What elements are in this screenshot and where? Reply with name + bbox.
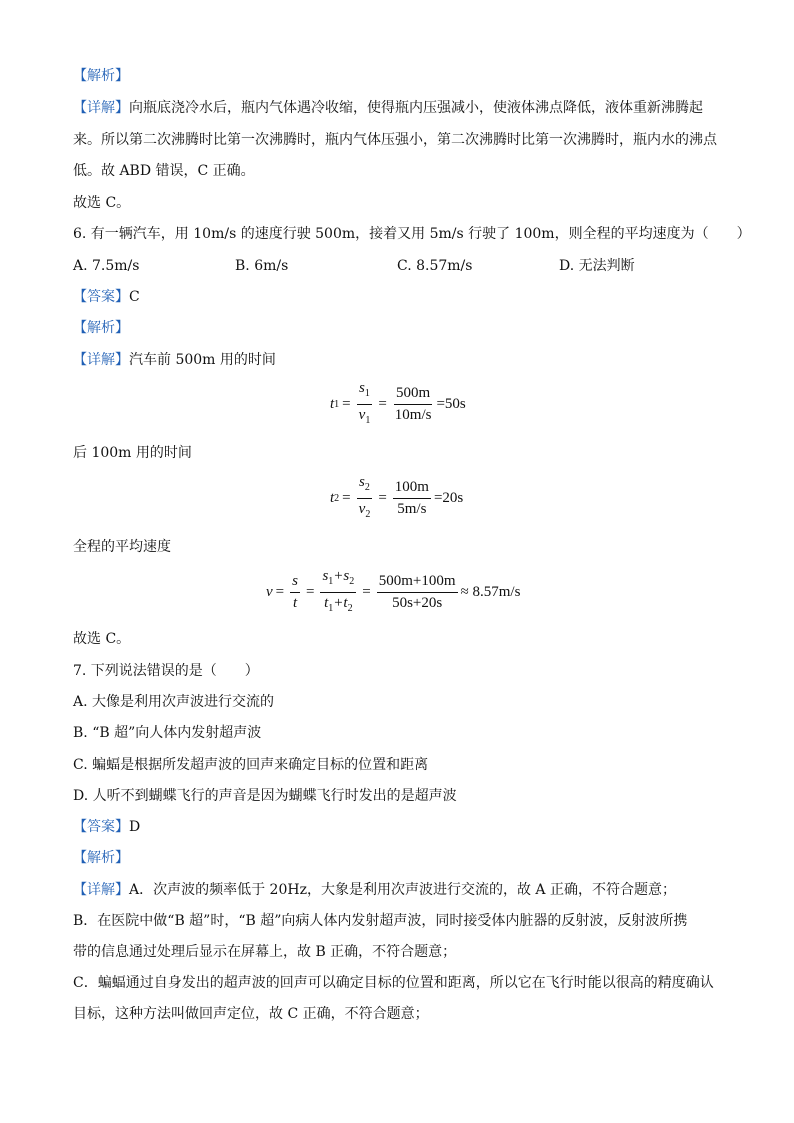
formula-time-1: t 1 = $\frac{s_1}{v_1}$ = $\frac{500m}{10m/s}$ =50s <box>330 380 466 426</box>
formula-average-speed: v = $\frac{s}{t}$ = $\frac{s_1+s_2}{t_1+t_2}$ = $\frac{500m+100m}{50s+20s}$ ≈ 8.57m/s <box>266 568 521 614</box>
option-c: C. 8.57m/s <box>397 258 473 274</box>
detail-paragraph-line: 低。故 ABD 错误，C 正确。 <box>73 163 255 179</box>
conclusion-text: 故选 C。 <box>73 631 131 647</box>
detail-tag: 【详解】 <box>73 100 129 116</box>
option-a: A. 7.5m/s <box>73 258 140 274</box>
formula-time-2: t 2 = $\frac{s_2}{v_2}$ = $\frac{100m}{5m/s}$ =20s <box>330 474 464 520</box>
question-stem: 6. 有一辆汽车，用 10m/s 的速度行驶 500m，接着又用 5m/s 行驶了 100m，则全程的平均速度为（ ） <box>73 226 751 242</box>
detail-paragraph-line: 【详解】汽车前 500m 用的时间 <box>73 352 276 368</box>
answer-value: D <box>129 819 141 835</box>
detail-paragraph-line: 目标，这种方法叫做回声定位，故 C 正确，不符合题意； <box>73 1006 429 1022</box>
answer-tag: 【答案】 <box>73 819 129 835</box>
detail-paragraph-line: B．在医院中做“B 超”时，“B 超”向病人体内发射超声波，同时接受体内脏器的反射波，反射波所携 <box>73 913 688 929</box>
detail-paragraph-line: 带的信息通过处理后显示在屏幕上，故 B 正确，不符合题意； <box>73 944 457 960</box>
detail-tag: 【详解】 <box>73 882 129 898</box>
analysis-tag: 【解析】 <box>73 850 129 866</box>
detail-paragraph-line: 来。所以第二次沸腾时比第一次沸腾时，瓶内气体压强小，第二次沸腾时比第一次沸腾时，瓶内水的沸点 <box>73 132 717 148</box>
answer-line <box>73 287 140 307</box>
detail-paragraph-line: 全程的平均速度 <box>73 539 171 555</box>
option-b: B. “B 超”向人体内发射超声波 <box>73 725 262 741</box>
option-d: D. 无法判断 <box>559 258 635 274</box>
analysis-tag: 【解析】 <box>73 320 129 336</box>
detail-paragraph-line: 【详解】向瓶底浇冷水后，瓶内气体遇冷收缩，使得瓶内压强减小，使液体沸点降低，液体重新沸腾起 <box>73 100 703 116</box>
answer-tag: 【答案】 <box>73 289 129 305</box>
conclusion-text: 故选 C。 <box>73 195 131 211</box>
detail-paragraph-line: 【详解】A．次声波的频率低于 20Hz，大象是利用次声波进行交流的，故 A 正确，不符合题意； <box>73 882 676 898</box>
answer-line <box>73 817 140 837</box>
question-stem: 7. 下列说法错误的是（ ） <box>73 663 259 679</box>
option-b: B. 6m/s <box>235 258 289 274</box>
option-c: C. 蝙蝠是根据所发超声波的回声来确定目标的位置和距离 <box>73 757 429 773</box>
option-a: A. 大像是利用次声波进行交流的 <box>73 694 275 710</box>
detail-paragraph-line: C．蝙蝠通过自身发出的超声波的回声可以确定目标的位置和距离，所以它在飞行时能以很高的精度确认 <box>73 975 714 991</box>
option-d: D. 人听不到蝴蝶飞行的声音是因为蝴蝶飞行时发出的是超声波 <box>73 788 457 804</box>
answer-value: C <box>129 289 140 305</box>
detail-paragraph-line: 后 100m 用的时间 <box>73 445 192 461</box>
analysis-tag: 【解析】 <box>73 68 129 84</box>
detail-tag: 【详解】 <box>73 352 129 368</box>
